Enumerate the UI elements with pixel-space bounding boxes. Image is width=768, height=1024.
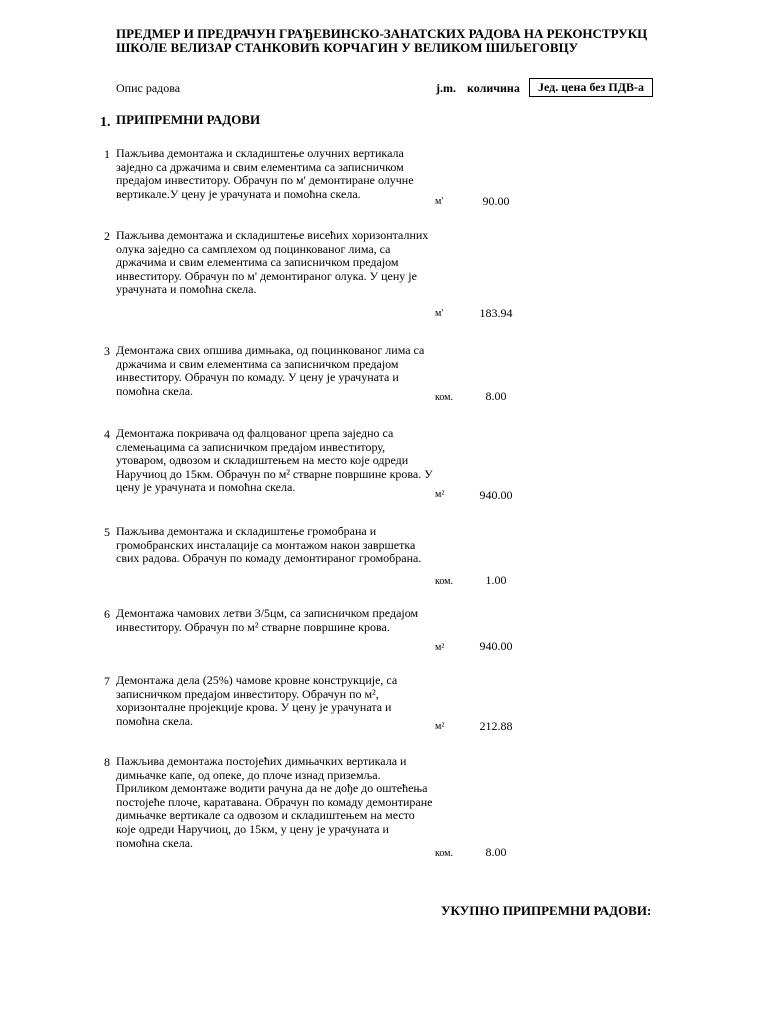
item-number: 2 bbox=[104, 229, 110, 243]
item-quantity: 8.00 bbox=[485, 389, 507, 403]
item-number: 8 bbox=[104, 755, 110, 769]
item-quantity: 940.00 bbox=[479, 488, 513, 502]
section-total-label: УКУПНО ПРИПРЕМНИ РАДОВИ: bbox=[441, 903, 652, 918]
item-description: Пажљива демонтажа и складиштење висећих хоризонталних олука заједно са самплехом од поцинкованог лима, са држачима и свим елементима са записничком предајом инвеститору. Обрачун по м' демонтираног олука. У цену је урачуната и помоћна скела. bbox=[116, 228, 429, 297]
item-number: 1 bbox=[104, 147, 110, 161]
column-header-quantity: количина bbox=[467, 81, 520, 95]
item-unit: ком. bbox=[435, 576, 453, 587]
document-title bbox=[116, 27, 654, 55]
title-line-1: ПРЕДМЕР И ПРЕДРАЧУН ГРАЂЕВИНСКО-ЗАНАТСКИХ РАДОВА НА РЕКОНСТРУКЦ bbox=[116, 27, 648, 41]
column-header-price: Јед. цена без ПДВ-а bbox=[529, 78, 653, 97]
item-description: Пажљива демонтажа и складиштење олучних вертикала заједно са држачима и свим елементима са записничком предајом инвеститору. Обрачун по м' демонтиране олучне вертикале.У цену је урачуната и помоћна скела. bbox=[116, 146, 414, 201]
item-unit: ком. bbox=[435, 392, 453, 403]
item-quantity: 183.94 bbox=[479, 306, 513, 320]
item-unit: м' bbox=[435, 196, 444, 207]
item-unit: ком. bbox=[435, 848, 453, 859]
item-quantity: 90.00 bbox=[482, 194, 510, 208]
item-description: Демонтажа дела (25%) чамове кровне конструкције, са записничком предајом инвеститору. Обрачун по м², хоризонталне пројекције крова. У цену је урачуната и помоћна скела. bbox=[116, 673, 398, 728]
item-number: 5 bbox=[104, 525, 110, 539]
item-description: Демонтажа покривача од фалцованог црепа заједно са слемењацима са записничком предајом инвеститору, утоваром, одвозом и складиштењем на место које одреди Наручиоц до 15км. Обрачун по м² стварне површине крова. У цену је урачуната и помоћна скела. bbox=[116, 426, 433, 495]
item-unit: м² bbox=[435, 721, 445, 732]
item-unit: м² bbox=[435, 642, 445, 653]
item-quantity: 940.00 bbox=[479, 639, 513, 653]
item-description: Демонтажа свих опшива димњака, од поцинкованог лима са држачима и свим елементима са записничком предајом инвеститору. Обрачун по комаду. У цену је урачуната и помоћна скела. bbox=[116, 343, 425, 398]
item-number: 4 bbox=[104, 427, 110, 441]
item-number: 6 bbox=[104, 607, 110, 621]
section-title: ПРИПРЕМНИ РАДОВИ bbox=[116, 112, 261, 127]
item-unit: м² bbox=[435, 489, 445, 500]
column-header-description: Опис радова bbox=[116, 81, 181, 95]
item-quantity: 8.00 bbox=[485, 845, 507, 859]
item-description: Пажљива демонтажа постојећих димњачких вертикала и димњачке капе, од опеке, до плоче изнад приземља. Приликом демонтаже водити рачуна да не дође до оштећења постојеће плоче, каратавана. Обрачун по комаду демонтиране димњачке вертикале са одвозом и складиштењем на место које одреди Наручиоц, до 15км, у цену је урачуната и помоћна скела. bbox=[116, 754, 433, 850]
item-description: Демонтажа чамових летви 3/5цм, са записничком предајом инвеститору. Обрачун по м² стварне површине крова. bbox=[116, 606, 419, 634]
column-header-unit: j.m. bbox=[436, 81, 456, 95]
item-quantity: 212.88 bbox=[479, 719, 513, 733]
item-quantity: 1.00 bbox=[485, 573, 507, 587]
item-number: 3 bbox=[104, 344, 110, 358]
title-line-2: ШКОЛЕ ВЕЛИЗАР СТАНКОВИЋ КОРЧАГИН У ВЕЛИКОМ ШИЉЕГОВЦУ bbox=[116, 40, 579, 55]
item-number: 7 bbox=[104, 674, 110, 688]
section-number: 1. bbox=[100, 115, 111, 130]
item-description: Пажљива демонтажа и складиштење громобрана и громобранских инсталације са монтажом након завршетка свих радова. Обрачун по комаду демонтираног громобрана. bbox=[116, 524, 422, 566]
item-unit: м' bbox=[435, 308, 444, 319]
